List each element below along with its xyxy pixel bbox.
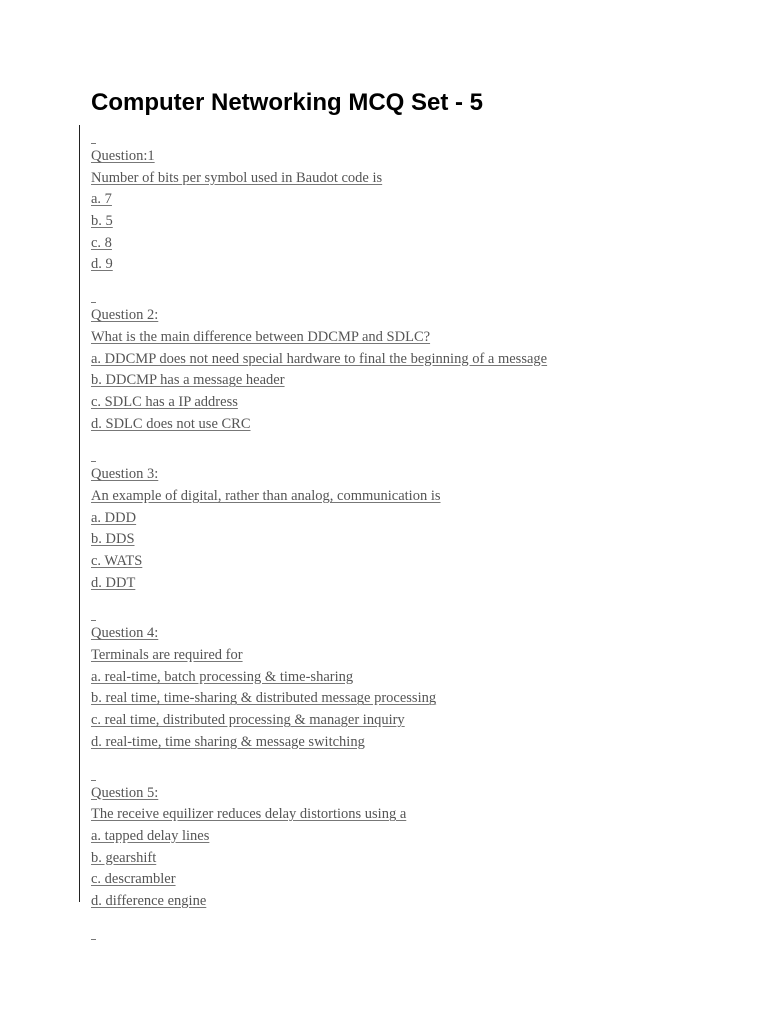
option-c[interactable]: c. SDLC has a IP address [91,393,238,410]
left-border-rule [79,125,80,902]
question-block-2 [91,293,731,435]
option-d[interactable]: d. DDT [91,574,136,591]
option-c[interactable]: c. 8 [91,234,112,251]
option-b[interactable]: b. gearshift [91,849,157,866]
question-label[interactable]: Question 4: [91,625,159,642]
option-c[interactable]: c. real time, distributed processing & manager inquiry [91,712,405,729]
separator-mark [91,771,731,783]
option-a[interactable]: a. tapped delay lines [91,827,210,844]
separator-mark [91,452,731,464]
option-c[interactable]: c. WATS [91,553,143,569]
question-label[interactable]: Question:1 [91,148,155,164]
question-label[interactable]: Question 2: [91,307,159,324]
separator-mark [91,134,731,146]
separator-mark [91,611,731,623]
quiz-content [91,132,731,942]
option-c[interactable]: c. descrambler [91,871,176,888]
page-title: Computer Networking MCQ Set - 5 [91,89,484,116]
option-a[interactable]: a. DDCMP does not need special hardware to final the beginning of a message [91,350,548,367]
separator-mark [91,293,731,305]
question-text[interactable]: The receive equilizer reduces delay distortions using a [91,806,407,823]
question-text[interactable]: An example of digital, rather than analog, communication is [91,487,441,504]
option-a[interactable]: a. real-time, batch processing & time-sharing [91,668,354,685]
question-text[interactable]: Terminals are required for [91,647,243,664]
question-block-3 [91,452,731,594]
question-label[interactable]: Question 3: [91,466,159,483]
question-text[interactable]: What is the main difference between DDCMP and SDLC? [91,328,431,345]
question-block-5 [91,771,731,913]
option-b[interactable]: b. DDCMP has a message header [91,372,285,389]
question-text[interactable]: Number of bits per symbol used in Baudot code is [91,169,383,186]
option-b[interactable]: b. 5 [91,213,113,230]
option-a[interactable]: a. DDD [91,509,137,526]
question-block-4 [91,611,731,753]
question-block-1 [91,134,731,276]
separator-mark [91,930,731,942]
option-d[interactable]: d. difference engine [91,892,207,909]
option-d[interactable]: d. real-time, time sharing & message switching [91,733,365,750]
option-d[interactable]: d. SDLC does not use CRC [91,415,251,432]
option-b[interactable]: b. real time, time-sharing & distributed message processing [91,690,437,707]
question-label[interactable]: Question 5: [91,784,159,801]
option-a[interactable]: a. 7 [91,191,112,208]
option-d[interactable]: d. 9 [91,256,113,273]
option-b[interactable]: b. DDS [91,531,135,548]
